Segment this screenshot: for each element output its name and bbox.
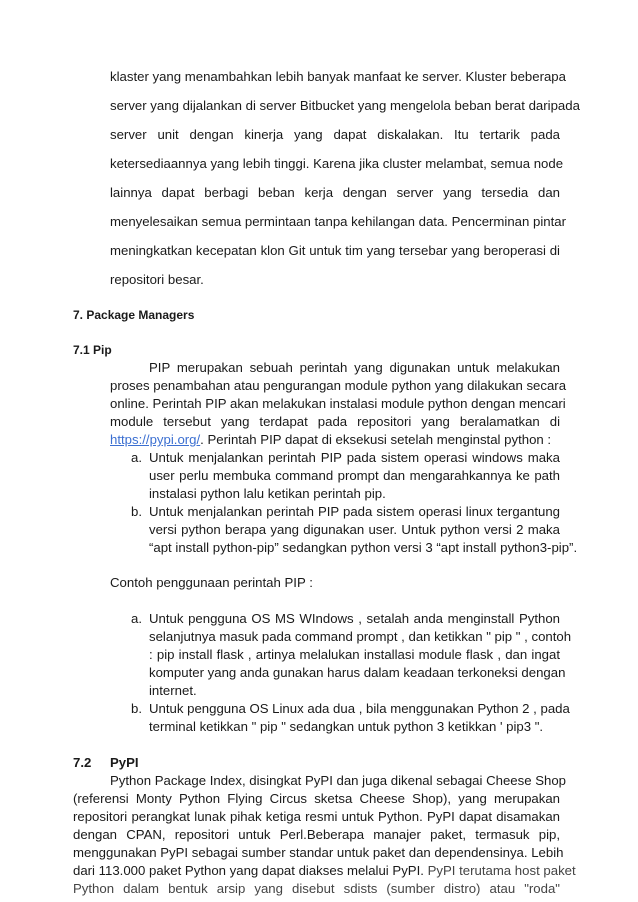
pypi-line: (referensi Monty Python Flying Circus sketsa Cheese Shop), yang merupakan [73,791,560,806]
list-line: : pip install flask , artinya melalukan installasi module flask , dan ingat [149,647,560,662]
pip-line: PIP merupakan sebuah perintah yang digunakan untuk melakukan [149,360,560,375]
pypi-link[interactable]: https://pypi.org/ [110,432,201,447]
pypi-line: repositori perangkat lunak pihak ketiga resmi untuk Python. PyPI dapat disamakan [73,809,560,824]
intro-line: lainnya dapat berbagi beban kerja dengan server yang tersedia dan [110,185,560,200]
pypi-line: Python dalam bentuk arsip yang disebut sdists (sumber distro) atau "roda" [73,881,560,896]
pip-line: module tersebut yang terdapat pada repositori yang beralamatkan di [110,414,560,429]
list-line: Untuk pengguna OS Linux ada dua , bila menggunakan Python 2 , pada [149,701,570,716]
section-heading-pypi: PyPI [110,755,139,770]
pip-link-tail: . Perintah PIP dapat di eksekusi setelah menginstal python : [200,432,552,447]
list-line: Untuk menjalankan perintah PIP pada sistem operasi linux tergantung [149,504,560,519]
section-heading-package-managers: 7. Package Managers [73,308,195,322]
intro-line: menyelesaikan semua permintaan tanpa kehilangan data. Pencerminan pintar [110,214,566,229]
section-heading-pip: 7.1 Pip [73,343,112,357]
list-line: Untuk menjalankan perintah PIP pada sistem operasi windows maka [149,450,560,465]
list-line: komputer yang anda gunakan harus dalam keadaan terkoneksi dengan [149,665,566,680]
list-marker: b. [131,701,142,716]
list-line: instalasi python lalu ketikan perintah pip. [149,486,386,501]
pypi-line: dengan CPAN, repositori untuk Perl.Beberapa manajer paket, termasuk pip, [73,827,560,842]
pip-line: online. Perintah PIP akan melakukan instalasi module python dengan mencari [110,396,566,411]
list-line: Untuk pengguna OS MS WIndows , setalah anda menginstall Python [149,611,560,626]
section-number-pypi: 7.2 [73,755,92,770]
example-title: Contoh penggunaan perintah PIP : [110,575,313,590]
intro-line: ketersediaannya yang lebih tinggi. Karena jika cluster melambat, semua node [110,156,564,171]
list-line: terminal ketikkan " pip " sedangkan untuk python 3 ketikkan ' pip3 ". [149,719,544,734]
intro-line: server yang dijalankan di server Bitbucket yang mengelola beban berat daripada [110,98,580,113]
pypi-line-gray: PyPI terutama host paket [423,863,576,878]
intro-line: meningkatkan kecepatan klon Git untuk tim yang tersebar yang beroperasi di [110,243,560,258]
pypi-line: menggunakan PyPI sebagai sumber standar untuk paket dan dependensinya. Lebih [73,845,564,860]
pypi-line: Python Package Index, disingkat PyPI dan juga dikenal sebagai Cheese Shop [110,773,567,788]
pypi-line-mixed [73,863,576,878]
pip-line-with-link [110,432,551,447]
pip-line: proses penambahan atau pengurangan module python yang dilakukan secara [110,378,567,393]
intro-line: server unit dengan kinerja yang dapat diskalakan. Itu tertarik pada [110,127,560,142]
intro-line: klaster yang menambahkan lebih banyak manfaat ke server. Kluster beberapa [110,69,566,84]
pypi-line-dark: dari 113.000 paket Python yang dapat diakses melalui PyPI. [73,863,424,878]
list-marker: a. [131,611,142,626]
list-marker: a. [131,450,142,465]
intro-line: repositori besar. [110,272,204,287]
list-line: internet. [149,683,197,698]
list-marker: b. [131,504,142,519]
list-line: selanjutnya masuk pada command prompt , dan ketikkan " pip " , contoh [149,629,572,644]
list-line: user perlu membuka command prompt dan mengarahkannya ke path [149,468,560,483]
list-line: “apt install python-pip” sedangkan python versi 3 “apt install python3-pip”. [149,540,578,555]
list-line: versi python berapa yang digunakan user. Untuk python versi 2 maka [149,522,560,537]
